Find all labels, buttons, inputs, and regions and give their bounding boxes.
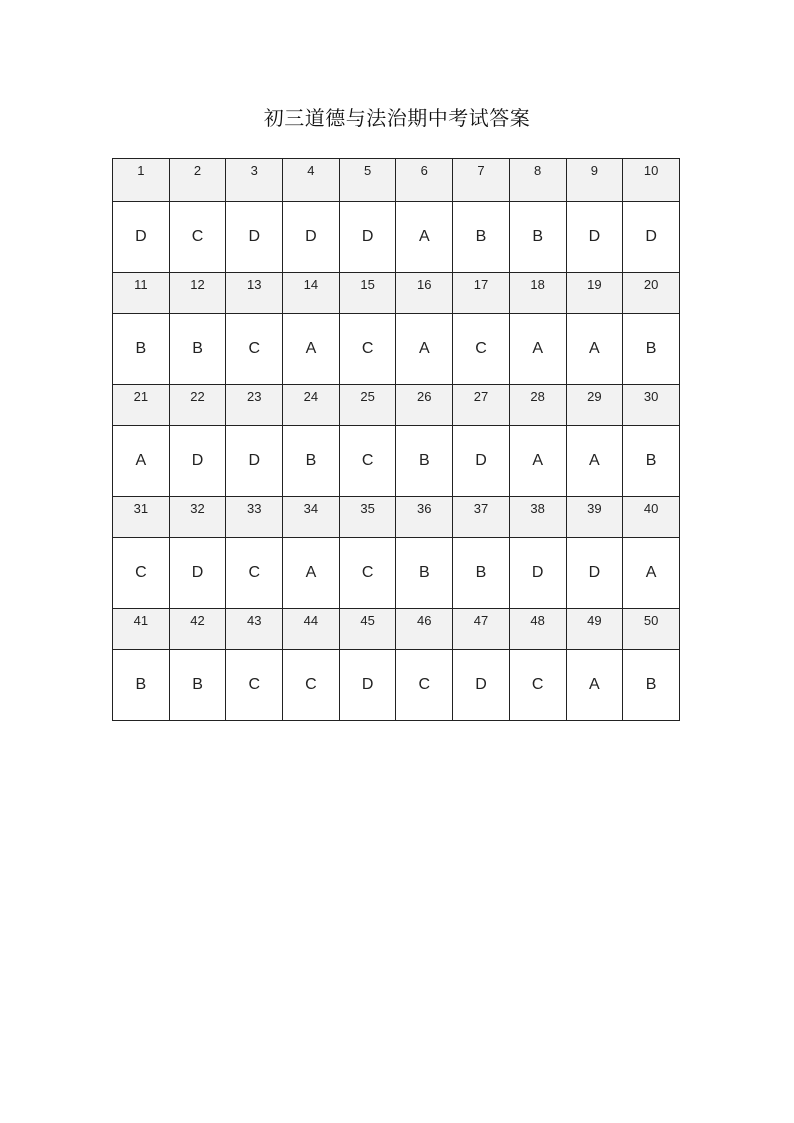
question-number-cell: 38 — [509, 497, 566, 538]
answer-cell: A — [509, 426, 566, 497]
question-number-cell: 27 — [453, 385, 510, 426]
answer-cell: B — [169, 650, 226, 721]
answer-row — [113, 314, 680, 385]
question-number-cell: 1 — [113, 159, 170, 202]
answer-cell: D — [169, 538, 226, 609]
answer-cell: D — [226, 426, 283, 497]
question-number-cell: 37 — [453, 497, 510, 538]
answer-cell: D — [283, 202, 340, 273]
answer-cell: B — [113, 650, 170, 721]
answer-cell: B — [453, 202, 510, 273]
answer-row — [113, 650, 680, 721]
question-number-cell: 43 — [226, 609, 283, 650]
answer-row — [113, 538, 680, 609]
answer-cell: D — [113, 202, 170, 273]
document-title: 初三道德与法治期中考试答案 — [263, 106, 531, 130]
answer-cell: A — [509, 314, 566, 385]
answer-cell: B — [169, 314, 226, 385]
question-number-cell: 3 — [226, 159, 283, 202]
answer-cell: D — [623, 202, 680, 273]
answer-cell: A — [283, 314, 340, 385]
answer-cell: C — [339, 426, 396, 497]
answer-cell: C — [453, 314, 510, 385]
answer-cell: B — [396, 426, 453, 497]
question-number-cell: 5 — [339, 159, 396, 202]
answer-cell: C — [226, 650, 283, 721]
question-number-cell: 31 — [113, 497, 170, 538]
answer-cell: C — [339, 538, 396, 609]
question-number-cell: 24 — [283, 385, 340, 426]
question-number-cell: 30 — [623, 385, 680, 426]
question-number-cell: 49 — [566, 609, 623, 650]
question-number-cell: 16 — [396, 273, 453, 314]
question-number-cell: 35 — [339, 497, 396, 538]
answer-cell: D — [339, 650, 396, 721]
question-number-cell: 23 — [226, 385, 283, 426]
question-number-cell: 36 — [396, 497, 453, 538]
answer-cell: A — [566, 314, 623, 385]
question-number-cell: 40 — [623, 497, 680, 538]
question-number-cell: 7 — [453, 159, 510, 202]
answer-row — [113, 426, 680, 497]
question-number-row — [113, 385, 680, 426]
question-number-cell: 42 — [169, 609, 226, 650]
answer-cell: A — [566, 650, 623, 721]
question-number-cell: 41 — [113, 609, 170, 650]
answer-cell: B — [283, 426, 340, 497]
question-number-cell: 18 — [509, 273, 566, 314]
answer-cell: B — [623, 650, 680, 721]
answer-cell: B — [623, 426, 680, 497]
question-number-row — [113, 609, 680, 650]
question-number-cell: 13 — [226, 273, 283, 314]
answer-cell: D — [453, 650, 510, 721]
answer-cell: C — [509, 650, 566, 721]
answer-cell: B — [113, 314, 170, 385]
answer-cell: B — [509, 202, 566, 273]
answer-cell: A — [623, 538, 680, 609]
question-number-cell: 47 — [453, 609, 510, 650]
answer-cell: D — [169, 426, 226, 497]
question-number-row — [113, 497, 680, 538]
answer-cell: A — [113, 426, 170, 497]
answer-cell: D — [566, 202, 623, 273]
answer-cell: B — [623, 314, 680, 385]
question-number-row — [113, 273, 680, 314]
question-number-cell: 46 — [396, 609, 453, 650]
answer-cell: C — [396, 650, 453, 721]
question-number-cell: 34 — [283, 497, 340, 538]
question-number-cell: 29 — [566, 385, 623, 426]
answer-cell: D — [509, 538, 566, 609]
answer-cell: C — [339, 314, 396, 385]
answer-row — [113, 202, 680, 273]
question-number-cell: 28 — [509, 385, 566, 426]
answer-cell: A — [283, 538, 340, 609]
answer-cell: A — [396, 314, 453, 385]
answer-cell: D — [453, 426, 510, 497]
question-number-cell: 6 — [396, 159, 453, 202]
answer-cell: C — [226, 538, 283, 609]
question-number-cell: 20 — [623, 273, 680, 314]
question-number-cell: 48 — [509, 609, 566, 650]
question-number-cell: 14 — [283, 273, 340, 314]
answer-cell: A — [566, 426, 623, 497]
question-number-cell: 11 — [113, 273, 170, 314]
question-number-cell: 21 — [113, 385, 170, 426]
question-number-cell: 8 — [509, 159, 566, 202]
answer-table-body — [113, 159, 680, 721]
question-number-cell: 32 — [169, 497, 226, 538]
answer-cell: C — [169, 202, 226, 273]
question-number-cell: 17 — [453, 273, 510, 314]
answer-cell: D — [339, 202, 396, 273]
answer-cell: D — [566, 538, 623, 609]
question-number-cell: 15 — [339, 273, 396, 314]
question-number-cell: 22 — [169, 385, 226, 426]
answer-cell: B — [453, 538, 510, 609]
question-number-cell: 26 — [396, 385, 453, 426]
question-number-cell: 10 — [623, 159, 680, 202]
answer-cell: A — [396, 202, 453, 273]
question-number-cell: 25 — [339, 385, 396, 426]
answer-cell: C — [226, 314, 283, 385]
question-number-cell: 9 — [566, 159, 623, 202]
question-number-cell: 2 — [169, 159, 226, 202]
answer-table — [112, 158, 680, 721]
answer-cell: C — [283, 650, 340, 721]
question-number-cell: 4 — [283, 159, 340, 202]
question-number-cell: 12 — [169, 273, 226, 314]
question-number-cell: 50 — [623, 609, 680, 650]
question-number-row — [113, 159, 680, 202]
answer-cell: D — [226, 202, 283, 273]
answer-cell: C — [113, 538, 170, 609]
question-number-cell: 39 — [566, 497, 623, 538]
question-number-cell: 45 — [339, 609, 396, 650]
answer-cell: B — [396, 538, 453, 609]
question-number-cell: 33 — [226, 497, 283, 538]
question-number-cell: 19 — [566, 273, 623, 314]
question-number-cell: 44 — [283, 609, 340, 650]
